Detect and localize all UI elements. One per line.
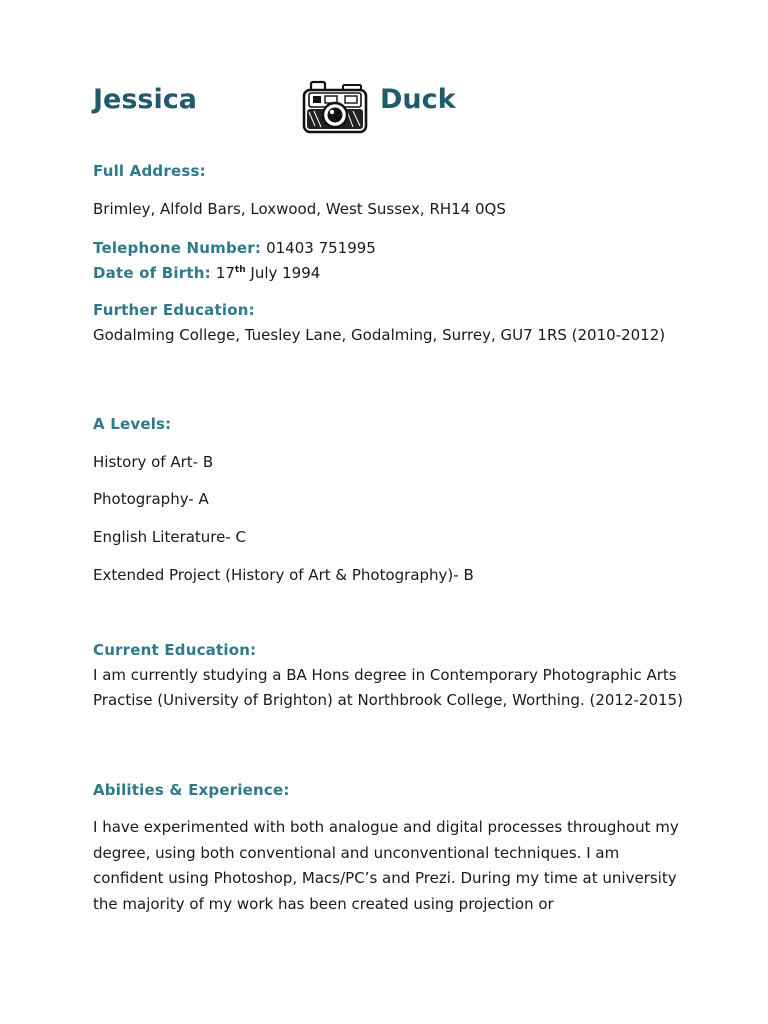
address-value: Brimley, Alfold Bars, Loxwood, West Sussex, RH14 0QS: [93, 200, 506, 218]
dob-value: [216, 264, 321, 282]
current-education-value: I am currently studying a BA Hons degree in Contemporary Photographic Arts Practise (University of Brighton) at Northbrook College, Worthing. (2012-2015): [93, 666, 683, 709]
a-level-item: English Literature- C: [93, 528, 247, 546]
address-label: Full Address:: [93, 162, 206, 180]
telephone-label: Telephone Number:: [93, 239, 262, 257]
a-level-item: Photography- A: [93, 490, 209, 508]
current-education-label: Current Education:: [93, 641, 257, 659]
last-name: Duck: [380, 84, 456, 115]
dob-label: Date of Birth:: [93, 264, 211, 282]
telephone-row: [93, 238, 376, 257]
dob-day: 17: [215, 264, 235, 282]
a-levels-label: A Levels:: [93, 415, 172, 433]
a-level-item: Extended Project (History of Art & Photography)- B: [93, 566, 474, 584]
abilities-value: I have experimented with both analogue and digital processes throughout my degree, using both conventional and unconventional techniques. I am confident using Photoshop, Macs/PC’s and Prezi. During my time at university the majority of my work has been created using projection or: [93, 818, 679, 913]
further-education-label: Further Education:: [93, 301, 255, 319]
dob-rest: July 1994: [245, 264, 321, 282]
abilities-label: Abilities & Experience:: [93, 781, 290, 799]
dob-day-suffix: th: [234, 265, 246, 275]
a-level-item: History of Art- B: [93, 453, 214, 471]
first-name: Jessica: [93, 84, 197, 115]
camera-icon: [301, 79, 369, 135]
telephone-value: 01403 751995: [266, 239, 376, 257]
dob-row: [93, 263, 320, 282]
further-education-value: Godalming College, Tuesley Lane, Godalming, Surrey, GU7 1RS (2010-2012): [93, 326, 666, 344]
